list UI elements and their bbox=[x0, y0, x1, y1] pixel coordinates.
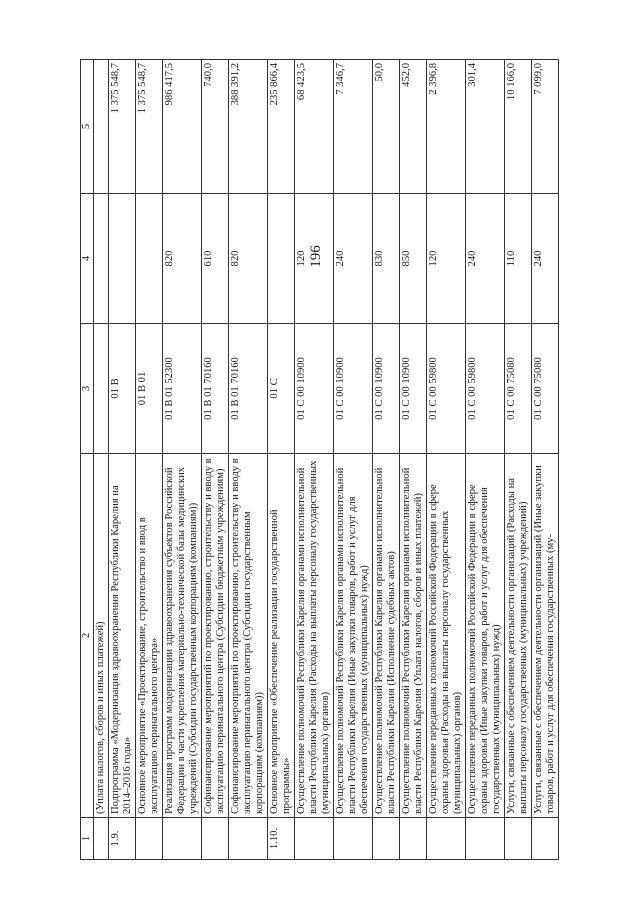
amount: 2 396,8 bbox=[427, 60, 466, 194]
expense-type-code: 240 bbox=[466, 194, 505, 324]
table-row bbox=[427, 60, 466, 860]
table-row bbox=[163, 60, 202, 860]
amount: 986 417,5 bbox=[163, 60, 202, 194]
expense-type-code bbox=[109, 194, 136, 324]
table-row bbox=[295, 60, 334, 860]
row-number bbox=[427, 818, 466, 860]
program-code: 01 В 01 52300 bbox=[163, 324, 202, 454]
amount: 301,4 bbox=[466, 60, 505, 194]
table-row bbox=[136, 60, 163, 860]
amount: 7 099,0 bbox=[532, 60, 559, 194]
amount: 452,0 bbox=[400, 60, 427, 194]
program-code: 01 С 00 10900 bbox=[400, 324, 427, 454]
item-name: Софинансирование мероприятий по проектированию, строительству и вводу в эксплуатацию перинатального центра (Субсидии бюджетным учреждениям) bbox=[202, 454, 229, 818]
amount: 740,0 bbox=[202, 60, 229, 194]
expense-type-code: 120 bbox=[295, 194, 334, 324]
item-name: Осуществление полномочий Республики Карелия органами исполнительной власти Республики Карелия (Уплата налогов, сборов и иных платежей) bbox=[400, 454, 427, 818]
row-number bbox=[373, 818, 400, 860]
item-name: Осуществление полномочий Республики Карелия органами исполнительной власти Республики Карелия (Расходы на выплаты персоналу государственных (муниципальных) органов) bbox=[295, 454, 334, 818]
table-row bbox=[400, 60, 427, 860]
item-name: Услуги, связанные с обеспечением деятельности организаций (Иные закупки товаров, работ и услуг для обеспечения государственных (му- bbox=[532, 454, 559, 818]
table-row bbox=[505, 60, 532, 860]
program-code: 01 С 00 75080 bbox=[505, 324, 532, 454]
table-row bbox=[229, 60, 268, 860]
row-number bbox=[505, 818, 532, 860]
program-code: 01 В bbox=[109, 324, 136, 454]
row-number bbox=[163, 818, 202, 860]
program-code: 01 С 00 10900 bbox=[373, 324, 400, 454]
header-row bbox=[81, 60, 94, 860]
amount bbox=[94, 60, 109, 194]
item-name: Реализация программ модернизации здравоохранения субъектов Российской Федерации в части укрепления материально-технической базы медицинских учреждений (Субсидии государственным корпорациям (компаниям)) bbox=[163, 454, 202, 818]
row-number: 1.10. bbox=[268, 818, 295, 860]
row-number bbox=[229, 818, 268, 860]
program-code: 01 С 00 10900 bbox=[295, 324, 334, 454]
budget-table bbox=[80, 59, 559, 860]
amount: 1 375 548,7 bbox=[136, 60, 163, 194]
program-code: 01 В 01 70160 bbox=[202, 324, 229, 454]
amount: 1 375 548,7 bbox=[109, 60, 136, 194]
expense-type-code: 820 bbox=[163, 194, 202, 324]
program-code: 01 С 00 75080 bbox=[532, 324, 559, 454]
row-number bbox=[400, 818, 427, 860]
header-col-3: 3 bbox=[81, 324, 94, 454]
row-number bbox=[466, 818, 505, 860]
amount: 50,0 bbox=[373, 60, 400, 194]
item-name: Осуществление полномочий Республики Карелия органами исполнительной власти Республики Карелия (Иные закупки товаров, работ и услуг для обеспечения государственных (муниципальных) нужд) bbox=[334, 454, 373, 818]
row-number: 1.9. bbox=[109, 818, 136, 860]
table-row bbox=[268, 60, 295, 860]
rotated-page-content bbox=[80, 60, 600, 860]
item-name: Осуществление переданных полномочий Российской Федерации в сфере охраны здоровья (Расходы на выплаты персоналу государственных (муниципальных) органов) bbox=[427, 454, 466, 818]
amount: 7 346,7 bbox=[334, 60, 373, 194]
expense-type-code: 830 bbox=[373, 194, 400, 324]
item-name: Основное мероприятие «Проектирование, строительство и ввод в эксплуатацию перинатального центра» bbox=[136, 454, 163, 818]
row-number bbox=[94, 818, 109, 860]
expense-type-code: 240 bbox=[334, 194, 373, 324]
program-code: 01 С 00 10900 bbox=[334, 324, 373, 454]
program-code: 01 С bbox=[268, 324, 295, 454]
item-name: Софинансирование мероприятий по проектированию, строительству и вводу в эксплуатацию перинатального центра (Субсидии государственным корпорациям (компаниям)) bbox=[229, 454, 268, 818]
header-col-2: 2 bbox=[81, 454, 94, 818]
header-col-1: 1 bbox=[81, 818, 94, 860]
item-name: Осуществление полномочий Республики Карелия органами исполнительной власти Республики Карелия (Исполнение судебных актов) bbox=[373, 454, 400, 818]
row-number bbox=[202, 818, 229, 860]
amount: 68 423,5 bbox=[295, 60, 334, 194]
table-row bbox=[532, 60, 559, 860]
amount: 235 866,4 bbox=[268, 60, 295, 194]
table-row bbox=[94, 60, 109, 860]
row-number bbox=[295, 818, 334, 860]
item-name: Услуги, связанные с обеспечением деятельности организаций (Расходы на выплаты персоналу государственных (муниципальных) учреждений) bbox=[505, 454, 532, 818]
row-number bbox=[334, 818, 373, 860]
program-code: 01 В 01 70160 bbox=[229, 324, 268, 454]
header-col-4: 4 bbox=[81, 194, 94, 324]
expense-type-code bbox=[268, 194, 295, 324]
expense-type-code: 110 bbox=[505, 194, 532, 324]
row-number bbox=[136, 818, 163, 860]
amount: 388 391,2 bbox=[229, 60, 268, 194]
item-name: Осуществление переданных полномочий Российской Федерации в сфере охраны здоровья (Иные закупки товаров, работ и услуг для обеспечения государственных (муниципальных) нужд) bbox=[466, 454, 505, 818]
expense-type-code: 120 bbox=[427, 194, 466, 324]
expense-type-code: 820 bbox=[229, 194, 268, 324]
expense-type-code: 610 bbox=[202, 194, 229, 324]
table-row bbox=[334, 60, 373, 860]
amount: 10 166,0 bbox=[505, 60, 532, 194]
table-row bbox=[202, 60, 229, 860]
item-name: (Уплата налогов, сборов и иных платежей) bbox=[94, 454, 109, 818]
expense-type-code: 850 bbox=[400, 194, 427, 324]
table-row bbox=[373, 60, 400, 860]
item-name: Подпрограмма «Модернизация здравоохранения Республики Карелия на 2014–2016 годы» bbox=[109, 454, 136, 818]
table-row bbox=[466, 60, 505, 860]
table-row bbox=[109, 60, 136, 860]
page-number: 196 bbox=[307, 245, 324, 268]
row-number bbox=[532, 818, 559, 860]
expense-type-code: 240 bbox=[532, 194, 559, 324]
header-col-5: 5 bbox=[81, 60, 94, 194]
program-code: 01 С 00 59800 bbox=[466, 324, 505, 454]
item-name: Основное мероприятие «Обеспечение реализации государственной программы» bbox=[268, 454, 295, 818]
program-code: 01 С 00 59800 bbox=[427, 324, 466, 454]
expense-type-code bbox=[136, 194, 163, 324]
program-code: 01 В 01 bbox=[136, 324, 163, 454]
expense-type-code bbox=[94, 194, 109, 324]
program-code bbox=[94, 324, 109, 454]
